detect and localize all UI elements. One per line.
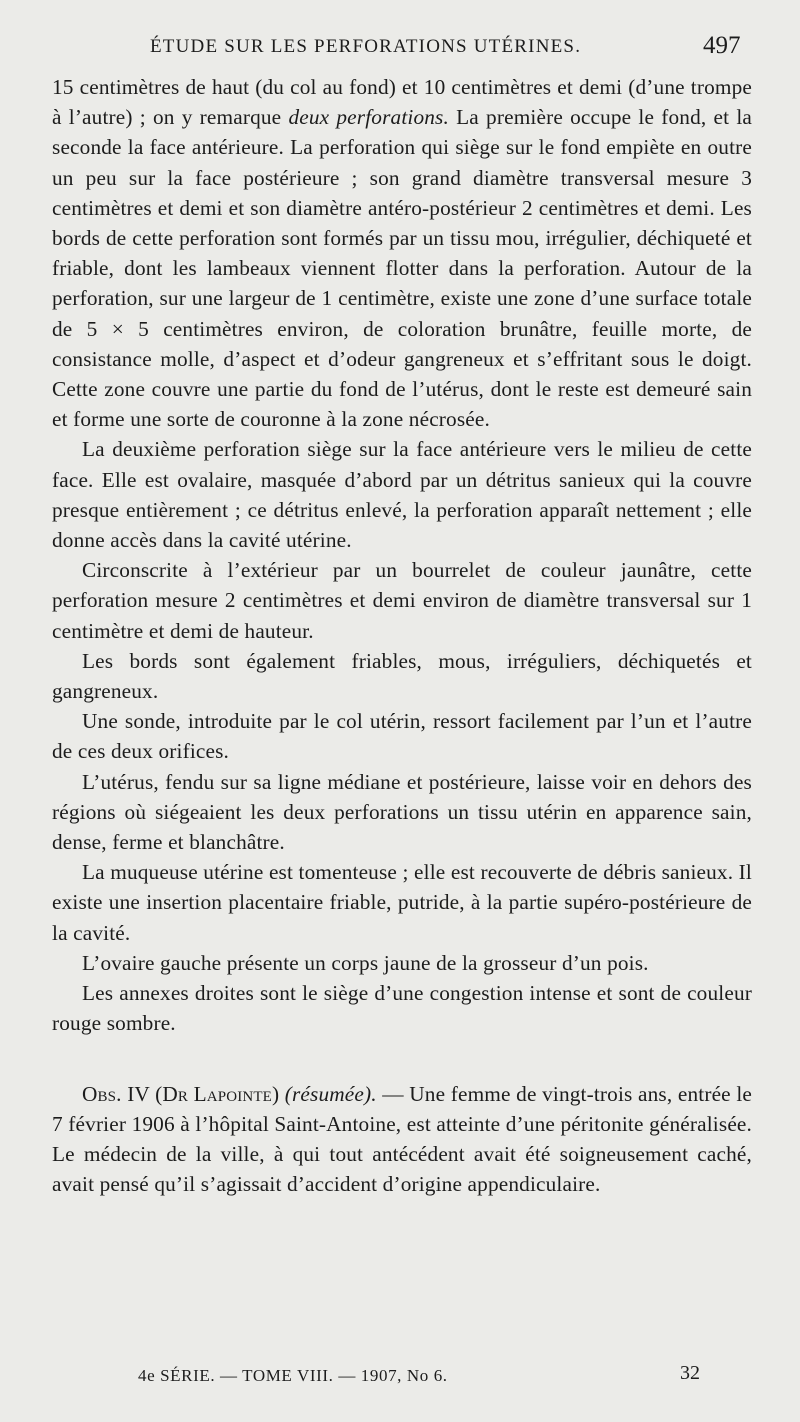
page-number: 497 (703, 32, 741, 59)
observation-paragraph (52, 1079, 752, 1200)
body-text (52, 72, 752, 1199)
paragraph: 15 centimètres de haut (du col au fond) et 10 centimètres et demi (d’une trompe à l’autre) ; on y remarque deux perforations. La première occupe le fond, et la seconde la face antérieure. La perforation qui siège sur le fond empiète en outre un peu sur la face postérieure ; son grand diamètre transversal mesure 3 centimètres et demi et son diamètre antéro-postérieur 2 centimètres et demi. Les bords de cette perforation sont formés par un tissu mou, irrégulier, déchiqueté et friable, dont les lambeaux viennent flotter dans la perforation. Autour de la perforation, sur une largeur de 1 centimètre, existe une zone d’une surface totale de 5 × 5 centimètres environ, de coloration brunâtre, feuille morte, de consistance molle, d’aspect et d’odeur gangreneux et s’effritant sous le doigt. Cette zone couvre une partie du fond de l’utérus, dont le reste est demeuré sain et forme une sorte de couronne à la zone nécrosée. (52, 75, 752, 432)
paragraph: Une sonde, introduite par le col utérin, ressort facilement par l’un et l’autre de ces deux orifices. (52, 709, 752, 764)
paragraph: L’utérus, fendu sur sa ligne médiane et postérieure, laisse voir en dehors des régions où siégeaient les deux perforations un tissu utérin en apparence sain, dense, ferme et blanchâtre. (52, 769, 752, 855)
observation-text: — Une femme de vingt-trois ans, entrée le 7 février 1906 à l’hôpital Saint-Antoine, est atteinte d’une péritonite généralisée. Le médecin de la ville, à qui tout antécédent avait été soigneusement caché, avait pensé qu’il s’agissait d’accident d’origine appendiculaire. (52, 1081, 752, 1197)
observation-qualifier: (résumée). (284, 1081, 377, 1106)
running-title: ÉTUDE SUR LES PERFORATIONS UTÉRINES. (150, 36, 582, 57)
paragraph: La deuxième perforation siège sur la face antérieure vers le milieu de cette face. Elle est ovalaire, masquée d’abord par un détritus sanieux qui la couvre presque entièrement ; ce détritus enlevé, la perforation apparaît nettement ; elle donne accès dans la cavité utérine. (52, 437, 752, 553)
paragraph: Les bords sont également friables, mous, irréguliers, déchiquetés et gangreneux. (52, 648, 752, 704)
journal-citation: 4e SÉRIE. — TOME VIII. — 1907, No 6. (138, 1366, 448, 1385)
observation-heading: Obs. IV (Dr Lapointe) (82, 1081, 280, 1106)
running-header (0, 32, 800, 62)
signature-mark: 32 (680, 1362, 700, 1384)
section-gap (52, 1039, 752, 1079)
paragraph: Les annexes droites sont le siège d’une congestion intense et sont de couleur rouge sombre. (52, 981, 752, 1036)
page-footer (0, 1362, 800, 1396)
paragraph: Circonscrite à l’extérieur par un bourrelet de couleur jaunâtre, cette perforation mesure 2 centimètres et demi environ de diamètre transversal sur 1 centimètre et demi de hauteur. (52, 558, 752, 643)
paragraph: La muqueuse utérine est tomenteuse ; elle est recouverte de débris sanieux. Il existe une insertion placentaire friable, putride, à la partie supéro-postérieure de la cavité. (52, 860, 752, 945)
paragraph: L’ovaire gauche présente un corps jaune de la grosseur d’un pois. (82, 950, 649, 975)
